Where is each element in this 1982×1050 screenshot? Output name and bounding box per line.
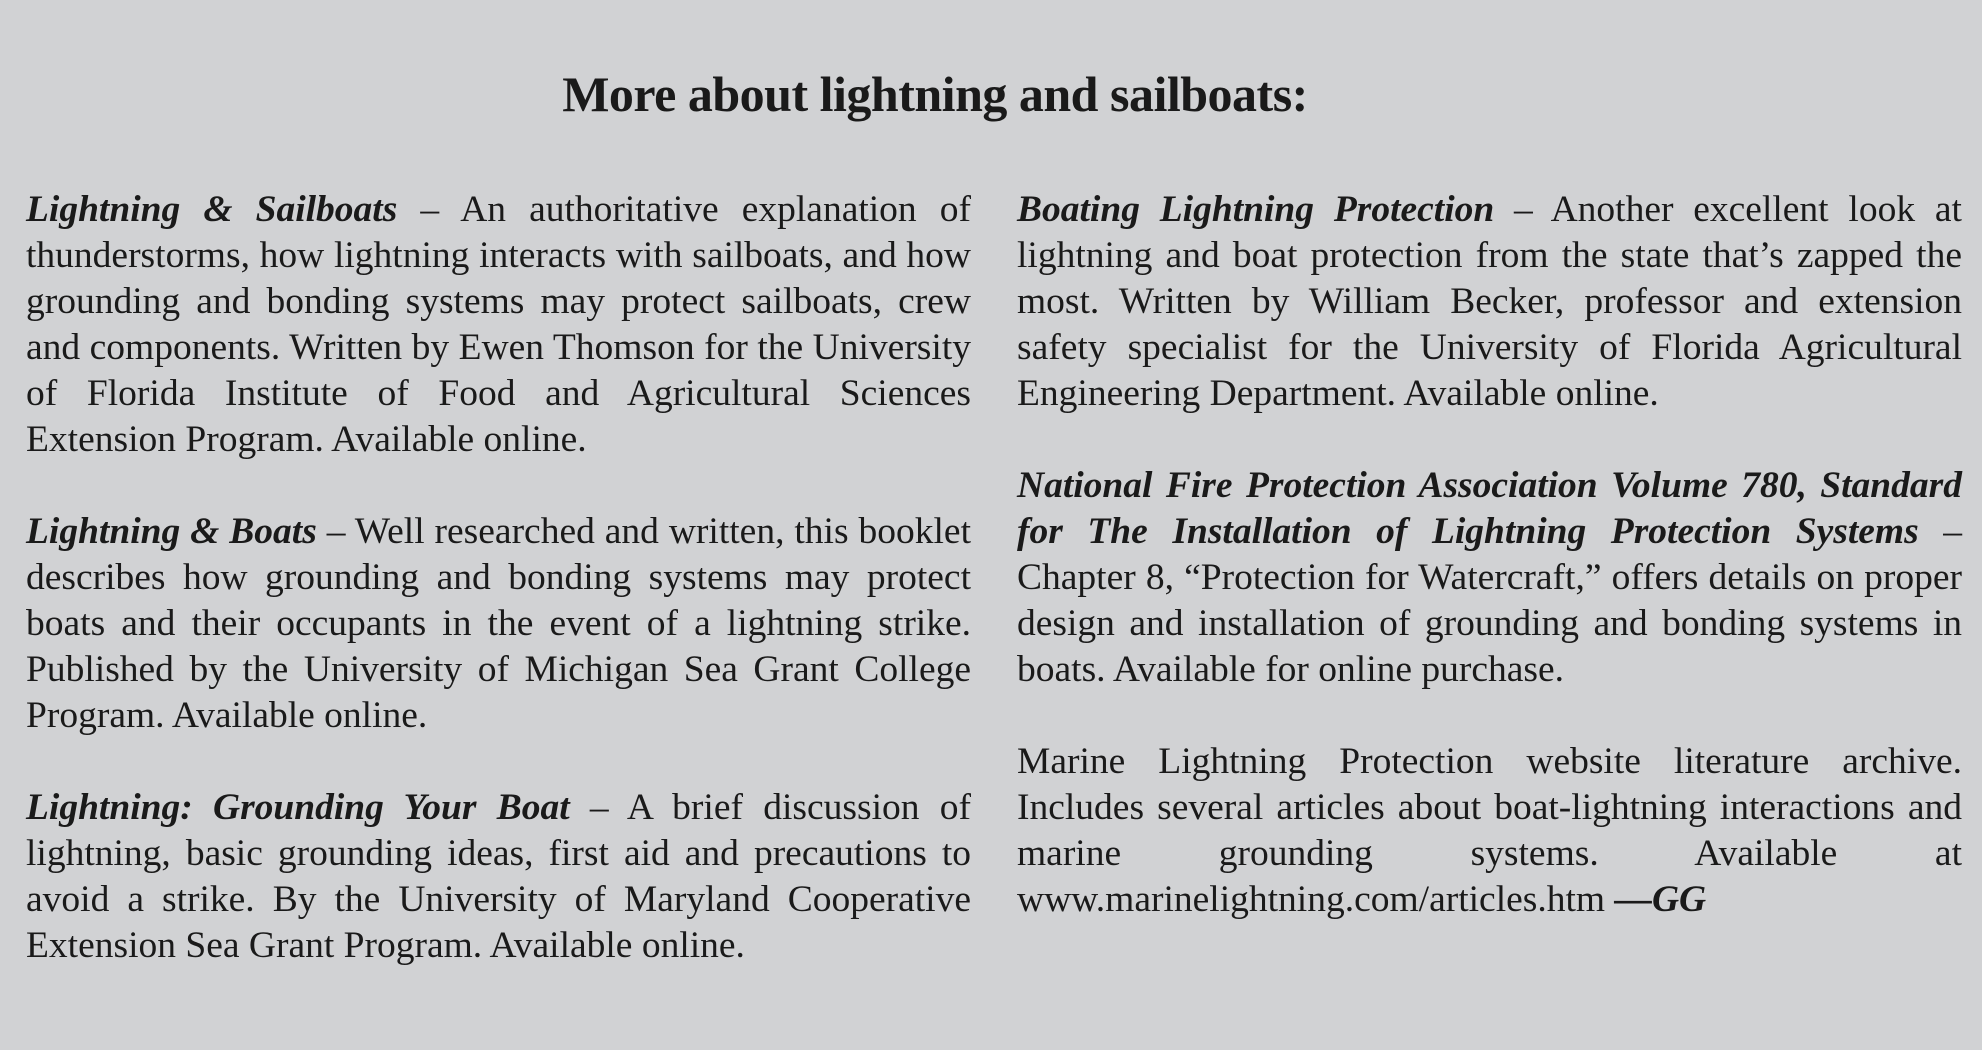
reference-entry bbox=[1017, 739, 1962, 923]
reference-title: Lightning & Sailboats bbox=[26, 189, 398, 230]
left-column bbox=[26, 187, 971, 1015]
page-title: More about lightning and sailboats: bbox=[562, 66, 1308, 122]
reference-description: – A brief discussion of lightning, basic grounding ideas, first aid and precautions to avoid a strike. By the University of Maryland Cooperative Extension Sea Grant Program. Available online. bbox=[26, 787, 971, 966]
reference-title: National Fire Protection Association Volume 780, Standard for The Installation of Lightning Protection Systems bbox=[1017, 465, 1962, 552]
reference-title: Boating Lightning Protection bbox=[1017, 189, 1495, 230]
reference-entry bbox=[1017, 187, 1962, 417]
right-column bbox=[1017, 187, 1962, 969]
reference-description: Marine Lightning Protection website literature archive. Includes several articles about boat-lightning interactions and marine grounding systems. Available at www.marinelightning.com/articles.htm bbox=[1017, 741, 1962, 920]
reference-title: Lightning & Boats bbox=[26, 511, 317, 552]
reference-description: – Well researched and written, this booklet describes how grounding and bonding systems may protect boats and their occupants in the event of a lightning strike. Published by the University of Michigan Sea Grant College Program. Available online. bbox=[26, 511, 971, 736]
reference-description: – An authoritative explanation of thunderstorms, how lightning interacts with sailboats, and how grounding and bonding systems may protect sailboats, crew and components. Written by Ewen Thomson for the University of Florida Institute of Food and Agricultural Sciences Extension Program. Available online. bbox=[26, 189, 972, 460]
reference-entry bbox=[26, 509, 971, 739]
reference-description: – Another excellent look at lightning and boat protection from the state that’s zapped the most. Written by William Becker, professor and extension safety specialist for the University of Florida Agricultural Engineering Department. Available online. bbox=[1017, 189, 1962, 414]
reference-description: – Chapter 8, “Protection for Watercraft,” offers details on proper design and installation of grounding and bonding systems in boats. Available for online purchase. bbox=[1017, 511, 1962, 690]
reference-entry bbox=[1017, 463, 1962, 693]
reference-entry bbox=[26, 785, 971, 969]
reference-title: Lightning: Grounding Your Boat bbox=[26, 787, 570, 828]
author-signature: —GG bbox=[1614, 879, 1707, 920]
reference-entry bbox=[26, 187, 971, 463]
